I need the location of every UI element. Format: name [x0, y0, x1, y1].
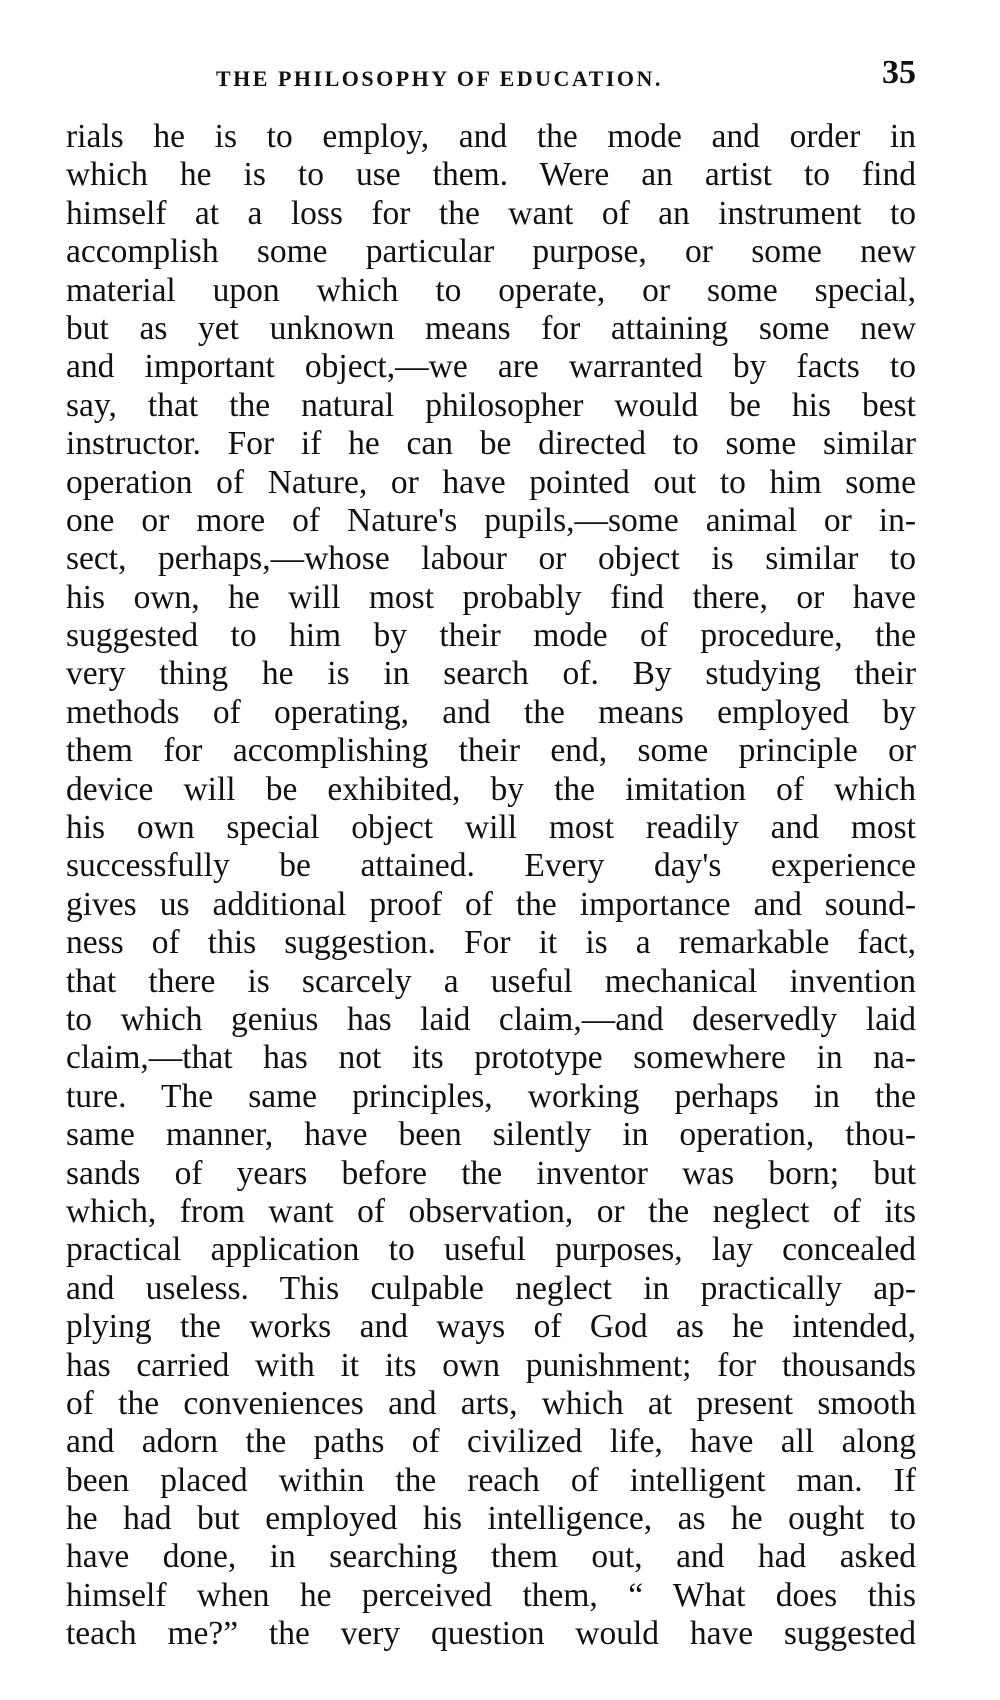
text-line: device will be exhibited, by the imitation of which: [66, 770, 916, 808]
running-head: [66, 54, 916, 106]
text-line: suggested to him by their mode of procedure, the: [66, 617, 916, 655]
text-line: successfully be attained. Every day's experience: [66, 847, 916, 885]
text-line: and important object,—we are warranted by facts to: [66, 348, 916, 386]
text-line: has carried with it its own punishment; for thousands: [66, 1346, 916, 1384]
text-line: claim,—that has not its prototype somewhere in na-: [66, 1039, 916, 1077]
text-line: his own, he will most probably find there, or have: [66, 578, 916, 616]
text-line: have done, in searching them out, and had asked: [66, 1538, 916, 1576]
text-line: operation of Nature, or have pointed out to him some: [66, 463, 916, 501]
text-line: material upon which to operate, or some special,: [66, 271, 916, 309]
text-line: sands of years before the inventor was born; but: [66, 1154, 916, 1192]
page-number: 35: [882, 54, 916, 91]
body-text: [66, 118, 916, 1654]
text-line: sect, perhaps,—whose labour or object is similar to: [66, 540, 916, 578]
text-line: and adorn the paths of civilized life, have all along: [66, 1423, 916, 1461]
text-line: instructor. For if he can be directed to some similar: [66, 425, 916, 463]
text-line: but as yet unknown means for attaining some new: [66, 309, 916, 347]
text-line: which, from want of observation, or the neglect of its: [66, 1192, 916, 1230]
text-line: his own special object will most readily and most: [66, 809, 916, 847]
text-line: very thing he is in search of. By studying their: [66, 655, 916, 693]
text-line: ture. The same principles, working perhaps in the: [66, 1077, 916, 1115]
text-line: ness of this suggestion. For it is a remarkable fact,: [66, 924, 916, 962]
text-line: same manner, have been silently in operation, thou-: [66, 1116, 916, 1154]
text-line: and useless. This culpable neglect in practically ap-: [66, 1269, 916, 1307]
text-line: of the conveniences and arts, which at present smooth: [66, 1384, 916, 1422]
text-line: rials he is to employ, and the mode and order in: [66, 118, 916, 155]
text-line: accomplish some particular purpose, or some new: [66, 233, 916, 271]
text-line: himself at a loss for the want of an instrument to: [66, 194, 916, 232]
book-page: [66, 54, 916, 1654]
text-line: been placed within the reach of intelligent man. If: [66, 1461, 916, 1499]
text-line: that there is scarcely a useful mechanical invention: [66, 962, 916, 1000]
text-line: them for accomplishing their end, some principle or: [66, 732, 916, 770]
running-title: THE PHILOSOPHY OF EDUCATION.: [216, 66, 663, 91]
text-line: to which genius has laid claim,—and deservedly laid: [66, 1000, 916, 1038]
text-line: himself when he perceived them, “ What does this: [66, 1576, 916, 1614]
text-line: practical application to useful purposes, lay concealed: [66, 1231, 916, 1269]
text-line: say, that the natural philosopher would be his best: [66, 386, 916, 424]
text-line: methods of operating, and the means employed by: [66, 693, 916, 731]
text-line: one or more of Nature's pupils,—some animal or in-: [66, 501, 916, 539]
text-line: he had but employed his intelligence, as he ought to: [66, 1500, 916, 1538]
text-line: gives us additional proof of the importance and sound-: [66, 885, 916, 923]
text-line: which he is to use them. Were an artist to find: [66, 156, 916, 194]
text-line: teach me?” the very question would have suggested: [66, 1615, 916, 1653]
text-line: plying the works and ways of God as he intended,: [66, 1308, 916, 1346]
